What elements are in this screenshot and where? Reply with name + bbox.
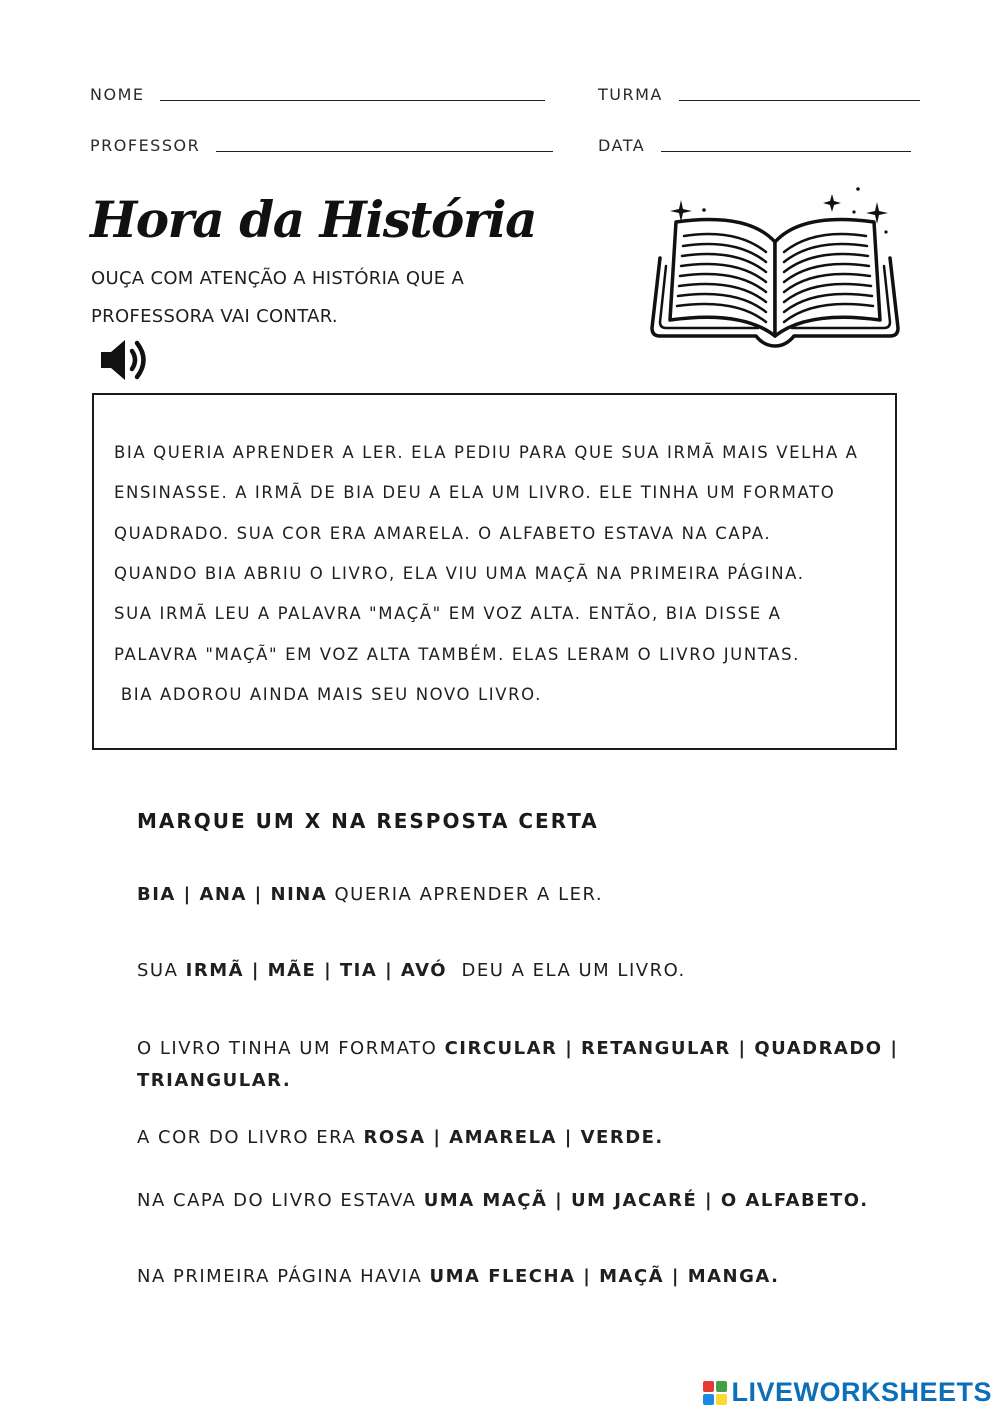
nome-field: [90, 85, 545, 104]
question-3: [137, 1038, 898, 1059]
option-separator: |: [425, 1127, 450, 1148]
option-separator: |: [557, 1038, 582, 1059]
option-separator: |: [575, 1266, 600, 1287]
answer-option[interactable]: NINA: [270, 884, 328, 905]
story-line-7: BIA ADOROU AINDA MAIS SEU NOVO LIVRO.: [114, 685, 542, 704]
watermark-text: LIVEWORKSHEETS: [731, 1377, 992, 1407]
data-label: DATA: [598, 136, 646, 155]
story-box: [92, 393, 897, 750]
nome-input-line[interactable]: [160, 100, 545, 101]
answer-option[interactable]: ROSA: [363, 1127, 426, 1148]
turma-field: [598, 85, 920, 104]
story-line-5: SUA IRMÃ LEU A PALAVRA "MAÇÃ" EM VOZ ALTA. ENTÃO, BIA DISSE A: [114, 604, 782, 623]
option-separator: |: [882, 1038, 899, 1059]
instruction-line-2: PROFESSORA VAI CONTAR.: [91, 306, 338, 327]
option-separator: |: [175, 884, 200, 905]
answer-option[interactable]: UM JACARÉ: [571, 1190, 698, 1211]
question-text: DEU A ELA UM LIVRO.: [447, 960, 686, 981]
answer-option[interactable]: VERDE.: [580, 1127, 664, 1148]
data-field: [598, 136, 911, 155]
professor-field: [90, 136, 553, 155]
liveworksheets-watermark[interactable]: [702, 1377, 992, 1408]
story-line-4: QUANDO BIA ABRIU O LIVRO, ELA VIU UMA MAÇÃ NA PRIMEIRA PÁGINA.: [114, 564, 805, 583]
turma-label: TURMA: [598, 85, 663, 104]
answer-option[interactable]: BIA: [137, 884, 176, 905]
question-text: QUERIA APRENDER A LER.: [327, 884, 604, 905]
option-separator: |: [316, 960, 340, 981]
nome-label: NOME: [90, 85, 145, 104]
page-title: Hora da História: [90, 190, 537, 249]
question-5: [137, 1190, 869, 1211]
answer-option[interactable]: MÃE: [267, 960, 317, 981]
open-book-icon: [646, 182, 904, 358]
answer-option[interactable]: UMA MAÇÃ: [423, 1190, 548, 1211]
question-4: [137, 1127, 664, 1148]
answer-option[interactable]: O ALFABETO.: [720, 1190, 869, 1211]
option-separator: |: [246, 884, 271, 905]
turma-input-line[interactable]: [679, 100, 920, 101]
story-line-1: BIA QUERIA APRENDER A LER. ELA PEDIU PARA QUE SUA IRMÃ MAIS VELHA A: [114, 443, 859, 462]
answer-option[interactable]: CIRCULAR: [444, 1038, 558, 1059]
answer-option[interactable]: MAÇÃ: [599, 1266, 665, 1287]
story-line-6: PALAVRA "MAÇÃ" EM VOZ ALTA TAMBÉM. ELAS LERAM O LIVRO JUNTAS.: [114, 645, 800, 664]
question-text: A COR DO LIVRO ERA: [137, 1127, 364, 1148]
answer-option[interactable]: UMA FLECHA: [429, 1266, 576, 1287]
option-separator: |: [730, 1038, 755, 1059]
answer-option[interactable]: QUADRADO: [754, 1038, 883, 1059]
question-text: O LIVRO TINHA UM FORMATO: [137, 1038, 445, 1059]
liveworksheets-logo: [702, 1380, 728, 1406]
option-separator: |: [547, 1190, 572, 1211]
data-input-line[interactable]: [661, 151, 911, 152]
answer-option[interactable]: AMARELA: [449, 1127, 557, 1148]
speaker-icon[interactable]: [98, 336, 150, 384]
answer-option[interactable]: AVÓ: [400, 960, 448, 981]
option-separator: |: [244, 960, 268, 981]
question-6: [137, 1266, 780, 1287]
answer-option[interactable]: ANA: [199, 884, 247, 905]
answer-option[interactable]: MANGA.: [687, 1266, 780, 1287]
question-2: [137, 960, 686, 981]
professor-input-line[interactable]: [216, 151, 553, 152]
professor-label: PROFESSOR: [90, 136, 201, 155]
option-separator: |: [664, 1266, 688, 1287]
instruction-line-1: OUÇA COM ATENÇÃO A HISTÓRIA QUE A: [91, 268, 465, 289]
option-separator: |: [557, 1127, 581, 1148]
section-heading: MARQUE UM X NA RESPOSTA CERTA: [137, 809, 599, 833]
story-line-3: QUADRADO. SUA COR ERA AMARELA. O ALFABETO ESTAVA NA CAPA.: [114, 524, 772, 543]
question-text: NA PRIMEIRA PÁGINA HAVIA: [137, 1266, 430, 1287]
answer-option[interactable]: TIA: [339, 960, 378, 981]
question-1: [137, 884, 603, 905]
question-text: NA CAPA DO LIVRO ESTAVA: [137, 1190, 424, 1211]
answer-option[interactable]: IRMÃ: [185, 960, 245, 981]
story-line-2: ENSINASSE. A IRMÃ DE BIA DEU A ELA UM LIVRO. ELE TINHA UM FORMATO: [114, 483, 836, 502]
question-text: SUA: [137, 960, 186, 981]
option-separator: |: [377, 960, 401, 981]
question-3-continued: [137, 1070, 291, 1091]
option-separator: |: [697, 1190, 721, 1211]
answer-option[interactable]: RETANGULAR: [581, 1038, 731, 1059]
answer-option[interactable]: TRIANGULAR.: [137, 1070, 292, 1091]
